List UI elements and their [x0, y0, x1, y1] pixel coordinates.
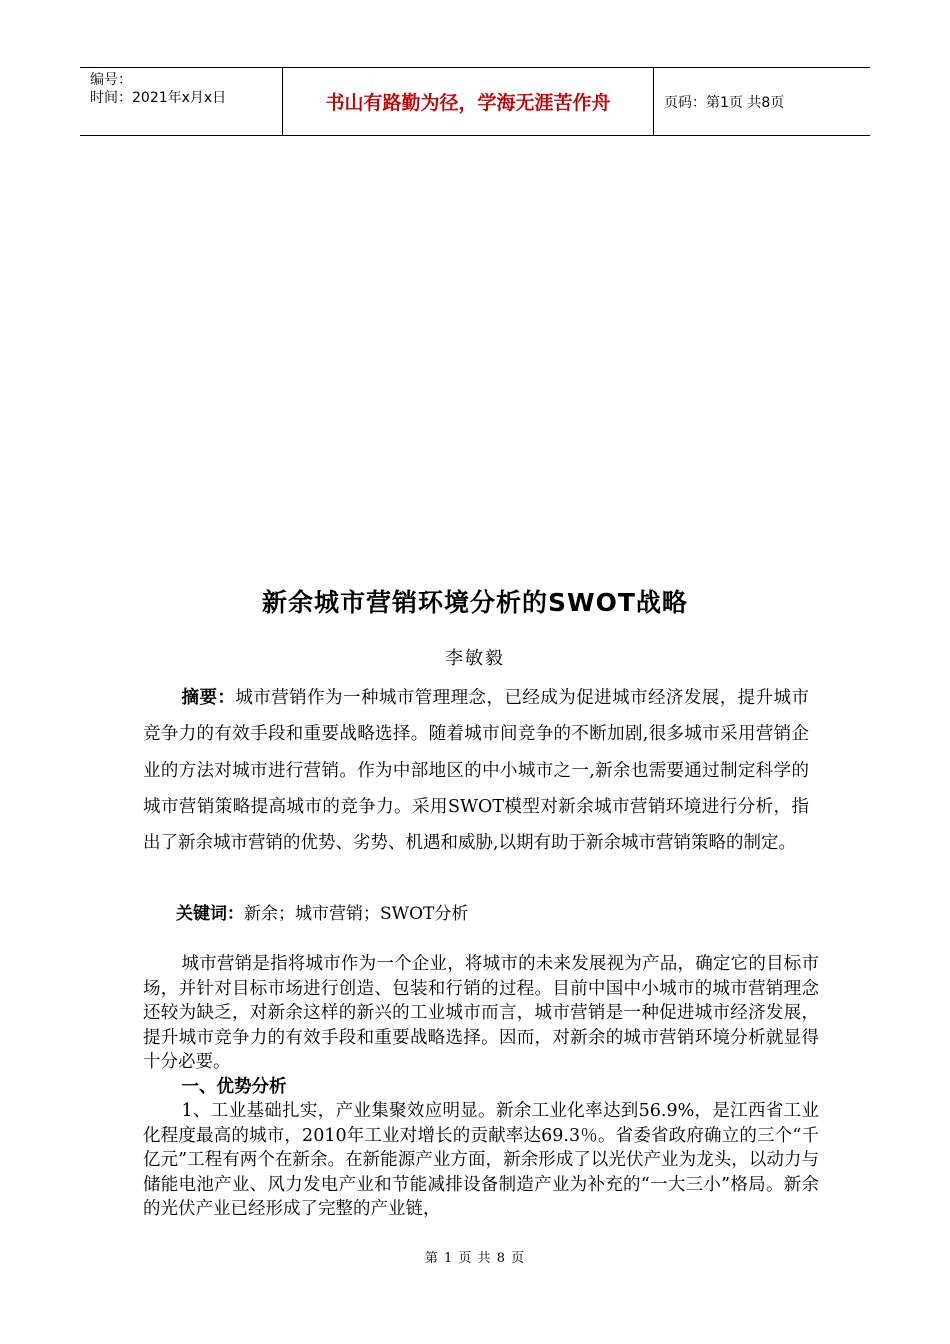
strengths-paragraph-1: 1、工业基础扎实，产业集聚效应明显。新余工业化率达到56.9%，是江西省工业化程度最高的城市，2010年工业对增长的贡献率达69.3％。省委省政府确立的三个“千亿元”工程有两个在新余。在新能源产业方面，新余形成了以光伏产业为龙头，以动力与储能电池产业、风力发电产业和节能减排设备制造产业为补充的“一大三小”格局。新余的光伏产业已经形成了完整的产业链，	[143, 1101, 819, 1219]
abstract-paragraph	[143, 680, 809, 861]
keywords-text: 新余；城市营销；SWOT分析	[244, 904, 469, 924]
header-page-cell	[654, 68, 870, 135]
page-footer: 第 1 页 共 8 页	[424, 1251, 526, 1266]
section-heading-strengths: 一、优势分析	[181, 1076, 287, 1097]
header-meta-cell	[80, 68, 282, 135]
keywords-label: 关键词：	[176, 904, 244, 924]
header-motto: 书山有路勤为径，学海无涯苦作舟	[325, 92, 611, 114]
document-author: 李敏毅	[445, 648, 505, 669]
document-header	[80, 67, 870, 136]
header-number-label: 编号：	[90, 72, 132, 88]
header-date: 时间：2021年x月x日	[90, 90, 227, 106]
intro-paragraph: 城市营销是指将城市作为一个企业，将城市的未来发展视为产品，确定它的目标市场，并针对目标市场进行创造、包装和行销的过程。目前中国中小城市的城市营销理念还较为缺乏，对新余这样的新兴的工业城市而言，城市营销是一种促进城市经济发展，提升城市竞争力的有效手段和重要战略选择。因而，对新余的城市营销环境分析就显得十分必要。	[143, 954, 819, 1072]
abstract-label: 摘要：	[181, 688, 236, 708]
body-text	[143, 952, 819, 1222]
header-motto-cell	[282, 68, 654, 135]
abstract-text: 城市营销作为一种城市管理理念，已经成为促进城市经济发展，提升城市竞争力的有效手段和重要战略选择。随着城市间竞争的不断加剧,很多城市采用营销企业的方法对城市进行营销。作为中部地区的中小城市之一,新余也需要通过制定科学的城市营销策略提高城市的竞争力。采用SWOT模型对新余城市营销环境进行分析，指出了新余城市营销的优势、劣势、机遇和威胁,以期有助于新余城市营销策略的制定。	[143, 688, 810, 854]
keywords-line	[176, 900, 816, 928]
header-page-info: 页码：第1页 共8页	[664, 94, 785, 111]
document-title: 新余城市营销环境分析的SWOT战略	[262, 588, 688, 617]
